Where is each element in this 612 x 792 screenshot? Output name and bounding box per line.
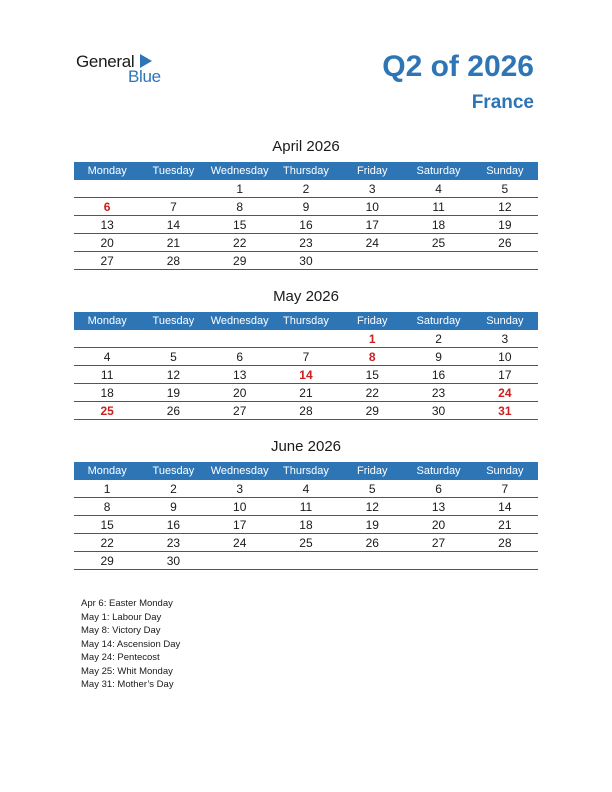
weekday-header: Friday [339, 312, 405, 330]
day-cell: 10 [339, 198, 405, 216]
day-cell: 2 [273, 180, 339, 198]
day-cell: 1 [207, 180, 273, 198]
day-cell: 20 [405, 516, 471, 534]
day-cell: 11 [405, 198, 471, 216]
weekday-header-row [74, 162, 538, 180]
weekday-header: Monday [74, 312, 140, 330]
day-cell: 17 [207, 516, 273, 534]
holiday-day-cell: 8 [339, 348, 405, 366]
day-cell: 18 [273, 516, 339, 534]
day-cell: 12 [140, 366, 206, 384]
day-cell [273, 552, 339, 570]
day-cell: 3 [207, 480, 273, 498]
day-cell: 18 [405, 216, 471, 234]
day-cell: 12 [472, 198, 538, 216]
day-cell: 6 [405, 480, 471, 498]
month-title: May 2026 [273, 288, 339, 305]
day-cell: 15 [339, 366, 405, 384]
day-cell [273, 330, 339, 348]
day-cell: 25 [273, 534, 339, 552]
week-row [74, 252, 538, 270]
month-grid [74, 312, 538, 420]
holiday-day-cell: 25 [74, 402, 140, 420]
day-cell: 13 [207, 366, 273, 384]
holiday-day-cell: 31 [472, 402, 538, 420]
day-cell [140, 330, 206, 348]
day-cell: 5 [339, 480, 405, 498]
day-cell: 16 [140, 516, 206, 534]
day-cell: 23 [140, 534, 206, 552]
day-cell: 26 [472, 234, 538, 252]
week-row [74, 216, 538, 234]
brand-word-blue: Blue [128, 67, 161, 86]
day-cell: 12 [339, 498, 405, 516]
week-row [74, 534, 538, 552]
day-cell: 26 [140, 402, 206, 420]
day-cell: 29 [74, 552, 140, 570]
day-cell: 22 [339, 384, 405, 402]
day-cell: 6 [207, 348, 273, 366]
month-calendar-june [74, 438, 538, 570]
day-cell: 29 [207, 252, 273, 270]
day-cell: 8 [207, 198, 273, 216]
day-cell: 16 [405, 366, 471, 384]
day-cell: 27 [405, 534, 471, 552]
day-cell [472, 552, 538, 570]
day-cell: 7 [472, 480, 538, 498]
day-cell: 17 [339, 216, 405, 234]
day-cell: 4 [405, 180, 471, 198]
day-cell: 21 [472, 516, 538, 534]
weekday-header: Tuesday [140, 462, 206, 480]
day-cell: 2 [140, 480, 206, 498]
holiday-note: May 31: Mother’s Day [81, 679, 174, 690]
weekday-header: Wednesday [207, 312, 273, 330]
day-cell: 15 [207, 216, 273, 234]
day-cell [472, 252, 538, 270]
week-row [74, 198, 538, 216]
day-cell: 21 [140, 234, 206, 252]
weekday-header: Wednesday [207, 162, 273, 180]
day-cell: 19 [140, 384, 206, 402]
day-cell: 19 [472, 216, 538, 234]
day-cell: 30 [405, 402, 471, 420]
day-cell: 19 [339, 516, 405, 534]
day-cell: 11 [74, 366, 140, 384]
day-cell: 13 [74, 216, 140, 234]
month-grid [74, 162, 538, 270]
day-cell: 16 [273, 216, 339, 234]
day-cell [74, 180, 140, 198]
holiday-day-cell: 24 [472, 384, 538, 402]
weekday-header: Tuesday [140, 312, 206, 330]
day-cell: 4 [74, 348, 140, 366]
day-cell: 9 [405, 348, 471, 366]
day-cell: 26 [339, 534, 405, 552]
day-cell: 15 [74, 516, 140, 534]
day-cell: 3 [339, 180, 405, 198]
country-name: France [471, 92, 534, 113]
day-cell: 24 [207, 534, 273, 552]
day-cell: 27 [74, 252, 140, 270]
day-cell: 1 [74, 480, 140, 498]
day-cell: 4 [273, 480, 339, 498]
day-cell: 10 [207, 498, 273, 516]
holiday-note: May 14: Ascension Day [81, 638, 181, 650]
weekday-header-row [74, 312, 538, 330]
weekday-header-row [74, 462, 538, 480]
day-cell: 11 [273, 498, 339, 516]
holiday-note: May 24: Pentecost [81, 652, 160, 663]
holiday-note: Apr 6: Easter Monday [81, 598, 173, 609]
week-row [74, 402, 538, 420]
day-cell [405, 552, 471, 570]
weekday-header: Monday [74, 462, 140, 480]
day-cell: 28 [140, 252, 206, 270]
weekday-header: Saturday [405, 162, 471, 180]
week-row [74, 384, 538, 402]
day-cell: 17 [472, 366, 538, 384]
week-row [74, 234, 538, 252]
day-cell: 18 [74, 384, 140, 402]
weekday-header: Saturday [405, 312, 471, 330]
day-cell: 14 [472, 498, 538, 516]
holiday-note: May 25: Whit Monday [81, 665, 173, 677]
day-cell [405, 252, 471, 270]
day-cell: 7 [140, 198, 206, 216]
weekday-header: Friday [339, 462, 405, 480]
week-row [74, 480, 538, 498]
weekday-header: Thursday [273, 462, 339, 480]
day-cell: 29 [339, 402, 405, 420]
day-cell: 24 [339, 234, 405, 252]
day-cell: 21 [273, 384, 339, 402]
holiday-note: May 1: Labour Day [81, 611, 162, 623]
weekday-header: Friday [339, 162, 405, 180]
brand-word-general: General [76, 52, 135, 71]
day-cell: 9 [140, 498, 206, 516]
logo-flag-icon [140, 54, 152, 68]
month-grid [74, 462, 538, 570]
month-calendar-april [74, 138, 538, 270]
weekday-header: Thursday [273, 312, 339, 330]
day-cell: 27 [207, 402, 273, 420]
day-cell: 23 [405, 384, 471, 402]
weekday-header: Thursday [273, 162, 339, 180]
weekday-header: Sunday [472, 312, 538, 330]
day-cell: 22 [74, 534, 140, 552]
day-cell: 2 [405, 330, 471, 348]
day-cell: 14 [140, 216, 206, 234]
day-cell: 3 [472, 330, 538, 348]
week-row [74, 348, 538, 366]
day-cell: 25 [405, 234, 471, 252]
brand-logo [76, 52, 176, 92]
month-calendar-may [74, 288, 538, 420]
day-cell: 30 [273, 252, 339, 270]
day-cell: 22 [207, 234, 273, 252]
weekday-header: Tuesday [140, 162, 206, 180]
holiday-day-cell: 1 [339, 330, 405, 348]
weekday-header: Sunday [472, 462, 538, 480]
day-cell: 28 [472, 534, 538, 552]
week-row [74, 330, 538, 348]
day-cell [339, 552, 405, 570]
weekday-header: Saturday [405, 462, 471, 480]
day-cell: 9 [273, 198, 339, 216]
day-cell: 8 [74, 498, 140, 516]
holiday-note: May 8: Victory Day [81, 625, 161, 636]
day-cell [339, 252, 405, 270]
day-cell: 28 [273, 402, 339, 420]
week-row [74, 366, 538, 384]
day-cell: 5 [140, 348, 206, 366]
day-cell: 30 [140, 552, 206, 570]
weekday-header: Sunday [472, 162, 538, 180]
week-row [74, 180, 538, 198]
month-title: June 2026 [270, 438, 342, 455]
day-cell: 20 [74, 234, 140, 252]
holiday-notes [81, 597, 180, 692]
day-cell [207, 330, 273, 348]
day-cell: 10 [472, 348, 538, 366]
holiday-day-cell: 14 [273, 366, 339, 384]
day-cell: 20 [207, 384, 273, 402]
weekday-header: Monday [74, 162, 140, 180]
week-row [74, 552, 538, 570]
day-cell [74, 330, 140, 348]
day-cell: 7 [273, 348, 339, 366]
day-cell [140, 180, 206, 198]
day-cell: 5 [472, 180, 538, 198]
weekday-header: Wednesday [207, 462, 273, 480]
day-cell: 23 [273, 234, 339, 252]
month-title: April 2026 [272, 138, 340, 155]
week-row [74, 516, 538, 534]
week-row [74, 498, 538, 516]
day-cell: 13 [405, 498, 471, 516]
page-title: Q2 of 2026 [382, 50, 534, 83]
holiday-day-cell: 6 [74, 198, 140, 216]
day-cell [207, 552, 273, 570]
